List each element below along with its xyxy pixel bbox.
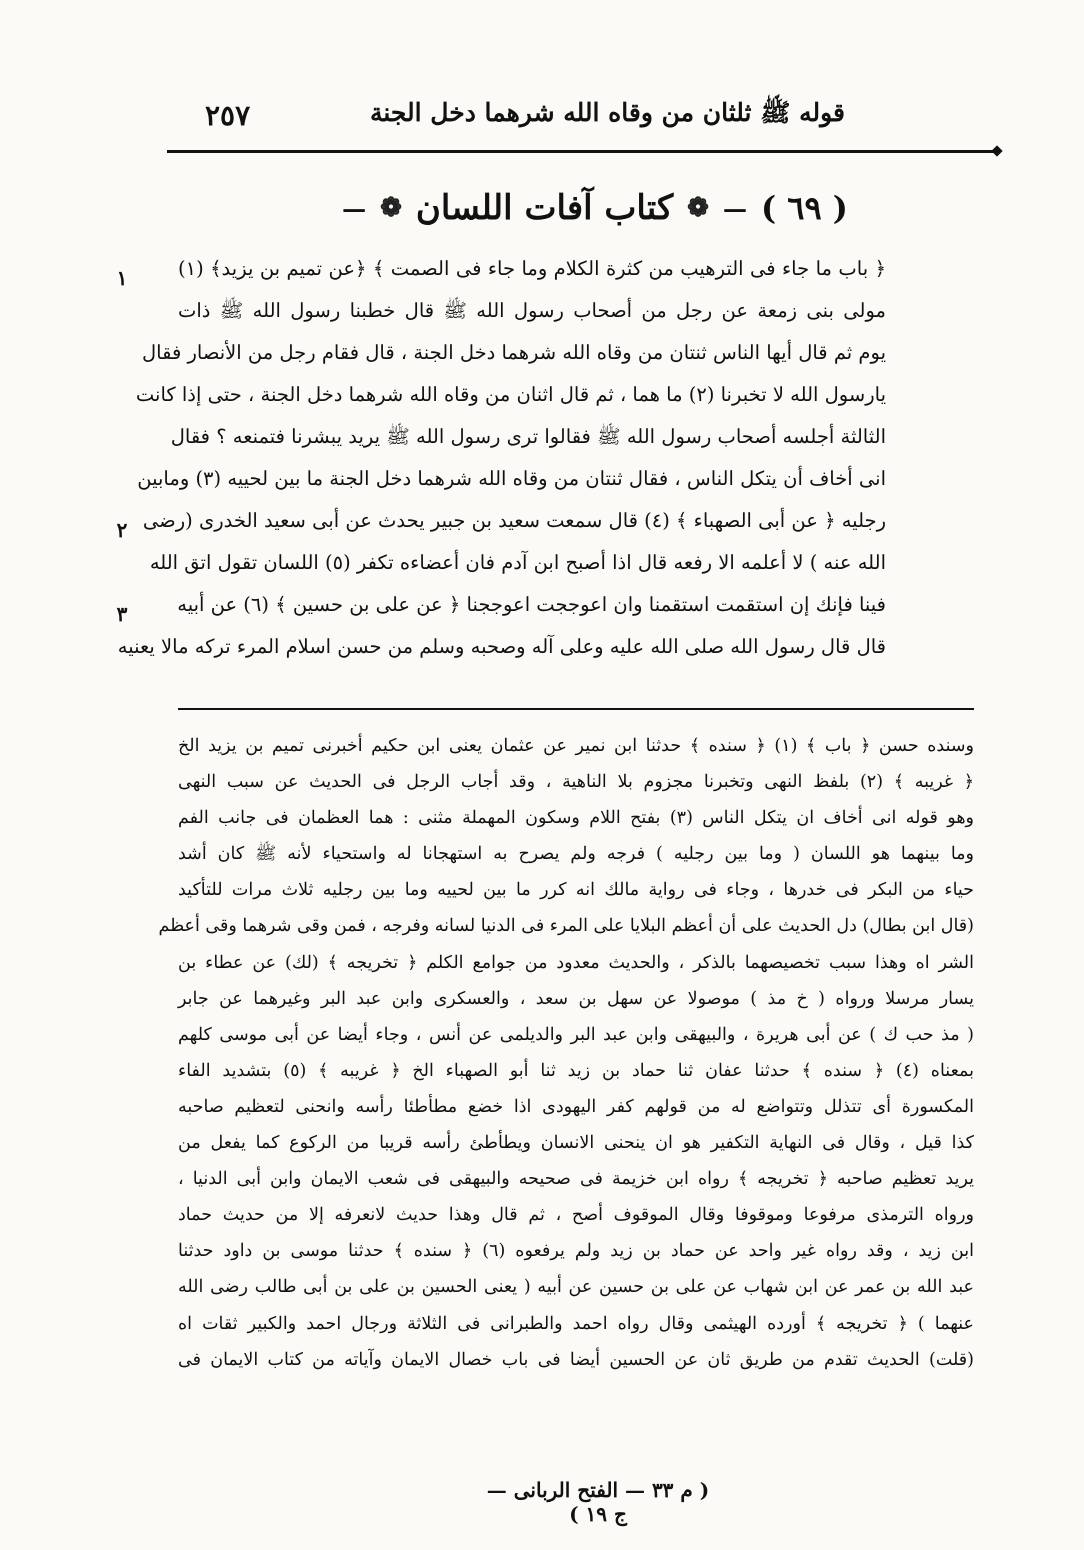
main-line: ﴿ باب ما جاء فى الترهيب من كثرة الكلام وما جاء فى الصمت ﴾ ﴿عن تميم بن يزيد﴾ (١) — [178, 257, 886, 280]
ornament-dash: — — [722, 193, 747, 223]
commentary-line: وهو قوله انى أخاف ان يتكل الناس (٣) بفتح اللام وسكون المهملة مثنى : هما العظمان فى جانب الفم — [178, 808, 974, 829]
main-line: الله عنه ) لا أعلمه الا رفعه قال اذا أصبح ابن آدم فان أعضاءه تكفر (٥) اللسان تقول اتق الله — [149, 551, 886, 574]
commentary-line: حياء من البكر فى خدرها ، وجاء فى رواية مالك انه كرر ما بين لحييه وما بين رجليه ثلاث مرات للتأكيد — [178, 880, 974, 901]
ornament-icon: ❁ — [380, 193, 402, 223]
commentary-line: بمعناه (٤) ﴿ سنده ﴾ حدثنا عفان ثنا حماد بن زيد ثنا أبو الصهباء الخ ﴿ غريبه ﴾ (٥) بتشديد الفاء — [178, 1060, 975, 1081]
commentary-line: يسار مرسلا ورواه ( خ مذ ) موصولا عن سهل بن سعد ، والعسكرى وابن عبد البر وغيرهما عن جابر — [178, 988, 974, 1009]
commentary-line: ابن زيد ، وقد رواه غير واحد عن حماد بن زيد ولم يرفعوه (٦) ﴿ سنده ﴾ حدثنا موسى بن داود حدثنا — [178, 1241, 974, 1262]
commentary-line: كذا قيل ، وقال فى النهاية التكفير هو ان ينحنى الانسان ويطأطئ رأسه قريبا من الركوع كما يفعل من — [178, 1133, 974, 1154]
commentary-line: (قلت) الحديث تقدم من طريق ثان عن الحسين أيضا فى باب خصال الايمان وآياته من كتاب الايمان فى — [178, 1349, 974, 1370]
hadith-number: ٢ — [116, 518, 128, 542]
commentary-line: (قال ابن بطال) دل الحديث على أن أعظم البلايا على المرء فى الدنيا لسانه وفرجه ، فمن وقى شرهما وقى أعظم — [158, 916, 974, 937]
commentary-line: ورواه الترمذى مرفوعا وموقوفا وقال الموقوف أصح ، ثم قال وهذا حديث لانعرفه إلا من حديث حماد — [178, 1205, 974, 1226]
commentary-line: وما بينهما هو اللسان ( وما بين رجليه ) فرجه ولم يصرح به استهجانا له واستحياء لأنه ﷺ كان أشد — [178, 844, 974, 865]
chapter-title: كتاب آفات اللسان — [415, 188, 674, 228]
ornament-dash: — — [342, 193, 367, 223]
main-line: يوم ثم قال أيها الناس ثنتان من وقاه الله شرهما دخل الجنة ، قال فقام رجل من الأنصار فقال — [141, 341, 886, 364]
commentary-line: ( مذ حب ك ) عن أبى هريرة ، والبيهقى وابن عبد البر والديلمى عن أنس ، وجاء أيضا عن أبى موسى كلهم — [178, 1024, 974, 1045]
commentary-line: المكسورة أى تتذلل وتتواضع له من قولهم كفر اليهودى اذا خضع مطأطئا رأسه وانحنى لتعظيم صاحبه — [178, 1096, 974, 1117]
footnote-separator — [178, 708, 974, 710]
main-line: يارسول الله لا تخبرنا (٢) ما هما ، ثم قال اثنان من وقاه الله شرهما دخل الجنة ، حتى إذا كانت — [135, 383, 886, 406]
ornament-icon: ❁ — [687, 193, 709, 223]
chapter-heading — [310, 178, 880, 238]
running-header — [205, 92, 845, 138]
main-line: مولى بنى زمعة عن رجل من أصحاب رسول الله ﷺ قال خطبنا رسول الله ﷺ ذات — [178, 299, 886, 322]
main-line: الثالثة أجلسه أصحاب رسول الله ﷺ فقالوا ترى رسول الله ﷺ يريد يبشرنا فتمنعه ؟ فقال — [170, 425, 886, 448]
main-line: قال قال رسول الله صلى الله عليه وعلى آله وصحبه وسلم من حسن اسلام المرء تركه مالا يعنيه — [117, 635, 886, 658]
page-number: ٢٥٧ — [205, 98, 251, 132]
chapter-number: ( ٦٩ ) — [760, 189, 848, 227]
commentary-line: الشر اه وهذا سبب تخصيصهما بالذكر ، والحديث معدود من جوامع الكلم ﴿ تخريجه ﴾ (لك) عن عطاء بن — [178, 952, 974, 973]
hadith-number: ٣ — [116, 602, 128, 626]
commentary-line: عبد الله بن عمر عن ابن شهاب عن على بن حسين عن أبيه ( يعنى الحسين بن على بن أبى طالب رضى الله — [178, 1277, 974, 1298]
commentary-line: وسنده حسن ﴿ باب ﴾ (١) ﴿ سنده ﴾ حدثنا ابن نمير عن عثمان يعنى ابن حكيم أخبرنى تميم بن يزيد الخ — [178, 736, 975, 756]
main-line: انى أخاف أن يتكل الناس ، فقال ثنتان من وقاه الله شرهما دخل الجنة ما بين لحييه (٣) ومابين — [137, 467, 886, 490]
commentary-line: ﴿ غريبه ﴾ (٢) بلفظ النهى وتخبرنا مجزوم بلا الناهية ، وقد أجاب الرجل فى الحديث عن سبب النهى — [178, 772, 974, 793]
main-text — [117, 248, 886, 668]
commentary-text — [158, 728, 975, 1378]
main-line: فينا فإنك إن استقمت استقمنا وان اعوججت اعوججنا ﴿ عن على بن حسين ﴾ (٦) عن أبيه — [177, 593, 886, 616]
hadith-number: ١ — [116, 266, 128, 290]
commentary-line: يريد تعظيم صاحبه ﴿ تخريجه ﴾ رواه ابن خزيمة فى صحيحه والبيهقى فى شعب الايمان وابن أبى الدنيا ، — [178, 1169, 974, 1190]
header-rule — [167, 150, 997, 153]
page-footer: ( م ٣٣ — الفتح الربانى — ج ١٩ ) — [486, 1478, 710, 1526]
main-line: رجليه ﴿ عن أبى الصهباء ﴾ (٤) قال سمعت سعيد بن جبير يحدث عن أبى سعيد الخدرى (رضى — [142, 509, 886, 532]
commentary-line: عنهما ) ﴿ تخريجه ﴾ أورده الهيثمى وقال رواه احمد والطبرانى فى الثلاثة ورجال احمد والكبير ثقات اه — [178, 1313, 974, 1334]
header-title: قوله ﷺ ثلثان من وقاه الله شرهما دخل الجنة — [369, 97, 845, 127]
